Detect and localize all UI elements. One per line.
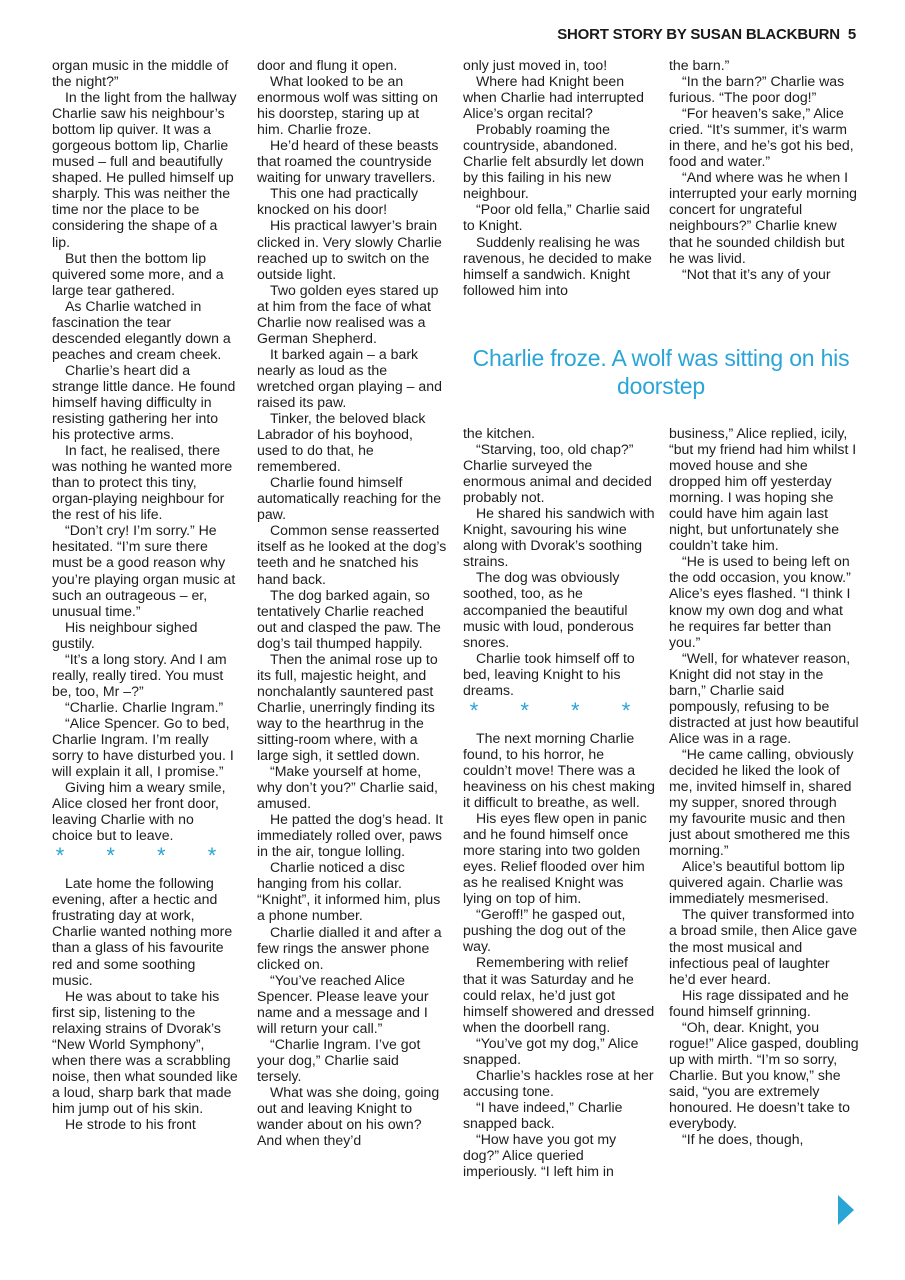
story-paragraph: The dog was obviously soothed, too, as he accompanied the beautiful music with loud, ponderous snores. — [463, 569, 634, 650]
story-paragraph: What looked to be an enormous wolf was sitting on his doorstep, staring up at him. Charlie froze. — [257, 73, 438, 138]
story-paragraph: But then the bottom lip quivered some more, and a large tear gathered. — [52, 249, 224, 298]
story-paragraph: business,” Alice replied, icily, “but my friend had him whilst I moved house and she dropped him off yesterday morning. I was hoping she could have him again last night, but unfortunately she couldn’t take him. — [669, 425, 857, 554]
story-paragraph: the barn.” — [669, 57, 730, 73]
story-paragraph: The quiver transformed into a broad smile, then Alice gave the most musical and infectious peal of laughter he’d ever heard. — [669, 906, 858, 987]
story-paragraph: Charlie noticed a disc hanging from his collar. “Knight”, it informed him, plus a phone number. — [257, 859, 441, 924]
story-paragraph: In the light from the hallway Charlie saw his neighbour’s bottom lip quiver. It was a gorgeous bottom lip, Charlie mused – full and beautifully shaped. He pulled himself up sharply. This was neither the time nor the place to be considering the shape of a lip. — [52, 89, 237, 250]
story-paragraph: Charlie’s heart did a strange little dance. He found himself having difficulty in resisting gathering her into his protective arms. — [52, 361, 236, 443]
story-paragraph: Suddenly realising he was ravenous, he decided to make himself a sandwich. Knight followed him into — [463, 233, 652, 298]
section-separator: * * * * — [55, 843, 235, 869]
story-paragraph: In fact, he realised, there was nothing he wanted more than to protect this tiny, organ-playing neighbour for the rest of his life. — [52, 442, 233, 523]
story-paragraph: He shared his sandwich with Knight, savouring his wine along with Dvorak’s soothing strains. — [463, 505, 655, 570]
story-paragraph: Then the animal rose up to its full, majestic height, and nonchalantly sauntered past Charlie, unerringly finding its way to the hearthrug in the sitting-room where, with a large sigh, it settled down. — [257, 650, 438, 764]
column-3-bottom — [463, 425, 655, 1227]
story-paragraph: “I have indeed,” Charlie snapped back. — [463, 1098, 623, 1131]
story-paragraph: “Well, for whatever reason, Knight did not stay in the barn,” Charlie said pompously, refusing to be distracted at just how beautiful Alice was in a rage. — [669, 649, 859, 746]
story-paragraph: “If he does, though, — [682, 1131, 804, 1148]
column-1 — [52, 57, 238, 1227]
story-paragraph: His eyes flew open in panic and he found himself once more staring into two golden eyes. Relief flooded over him as he realised Knight was lying on top of him. — [463, 810, 647, 907]
story-paragraph: What was she doing, going out and leaving Knight to wander about on his own? And when they’d — [257, 1084, 440, 1149]
story-byline: SHORT STORY BY SUSAN BLACKBURN — [557, 26, 840, 43]
story-paragraph: Probably roaming the countryside, abandoned. Charlie felt absurdly let down by this failing in his new neighbour. — [463, 121, 644, 202]
story-paragraph: Charlie’s hackles rose at her accusing tone. — [463, 1066, 654, 1099]
story-paragraph: Common sense reasserted itself as he looked at the dog’s teeth and he snatched his hand back. — [257, 522, 447, 587]
story-paragraph: He’d heard of these beasts that roamed the countryside waiting for unwary travellers. — [257, 137, 439, 186]
column-4-top — [669, 57, 859, 315]
column-3-top — [463, 57, 655, 315]
story-paragraph: Where had Knight been when Charlie had interrupted Alice’s organ recital? — [463, 73, 644, 122]
story-paragraph: “Not that it’s any of your — [682, 265, 831, 282]
story-paragraph: the kitchen. — [463, 425, 536, 441]
story-paragraph: organ music in the middle of the night?” — [52, 57, 229, 90]
story-paragraph: The dog barked again, so tentatively Charlie reached out and clasped the paw. The dog’s tail thumped happily. — [257, 586, 441, 651]
story-paragraph: “Geroff!” he gasped out, pushing the dog out of the way. — [463, 906, 626, 955]
story-paragraph: “In the barn?” Charlie was furious. “The poor dog!” — [669, 73, 845, 106]
story-paragraph: “And where was he when I interrupted your early morning concert for ungrateful neighbours?” Charlie knew that he sounded childish but he was livid. — [669, 169, 858, 266]
story-paragraph: He was about to take his first sip, listening to the relaxing strains of Dvorak’s “New World Symphony”, when there was a scrabbling noise, then what sounded like a loud, sharp bark that made him jump out of his skin. — [52, 987, 238, 1116]
story-paragraph: His practical lawyer’s brain clicked in. Very slowly Charlie reached up to switch on the outside light. — [257, 217, 442, 282]
section-separator: * * * * — [469, 697, 649, 723]
story-paragraph: “He came calling, obviously decided he liked the look of me, invited himself in, shared my supper, snored through my favourite music and then just about smothered me this morning.” — [669, 745, 854, 859]
story-paragraph: “How have you got my dog?” Alice queried imperiously. “I left him in — [463, 1130, 617, 1180]
story-paragraph: “You’ve reached Alice Spencer. Please leave your name and a message and I will return your call.” — [257, 971, 429, 1036]
story-paragraph: only just moved in, too! — [463, 57, 608, 73]
story-paragraph: He patted the dog’s head. It immediately rolled over, paws in the air, tongue lolling. — [257, 811, 443, 860]
story-paragraph: “You’ve got my dog,” Alice snapped. — [463, 1034, 639, 1067]
story-paragraph: Charlie dialled it and after a few rings the answer phone clicked on. — [257, 923, 442, 972]
story-paragraph: “Make yourself at home, why don’t you?” Charlie said, amused. — [257, 763, 438, 812]
next-page-arrow-icon — [838, 1195, 854, 1225]
story-paragraph: door and flung it open. — [257, 57, 398, 73]
story-paragraph: Charlie found himself automatically reaching for the paw. — [257, 474, 442, 523]
story-paragraph: The next morning Charlie found, to his horror, he couldn’t move! There was a heaviness on his chest making it difficult to breathe, as well. — [463, 729, 655, 810]
story-paragraph: Giving him a weary smile, Alice closed her front door, leaving Charlie with no choice but to leave. — [52, 779, 226, 844]
story-paragraph: Charlie took himself off to bed, leaving Knight to his dreams. — [463, 649, 635, 698]
story-paragraph: “Oh, dear. Knight, you rogue!” Alice gasped, doubling up with mirth. “I’m so sorry, Charlie. But you know,” she said, “you are extremely honoured. He doesn’t take to everybody. — [669, 1018, 859, 1132]
story-paragraph: “Charlie. Charlie Ingram.” — [65, 698, 224, 715]
story-paragraph: He strode to his front — [65, 1116, 196, 1132]
story-paragraph: “Don’t cry! I’m sorry.” He hesitated. “I’m sure there must be a good reason why you’re playing organ music at such an outrageous – er, unusual time.” — [52, 522, 236, 619]
story-paragraph: Late home the following evening, after a hectic and frustrating day at work, Charlie wanted nothing more than a glass of his favourite red and some soothing music. — [52, 875, 233, 988]
story-paragraph: “Starving, too, old chap?” Charlie surveyed the enormous animal and decided probably not. — [463, 441, 652, 506]
story-paragraph: As Charlie watched in fascination the tear descended elegantly down a peaches and cream cheek. — [52, 297, 231, 362]
story-paragraph: His neighbour sighed gustily. — [52, 618, 198, 651]
story-paragraph: “Alice Spencer. Go to bed, Charlie Ingram. I’m really sorry to have disturbed you. I will explain it all, I promise.” — [52, 714, 234, 780]
pull-quote: Charlie froze. A wolf was sitting on his doorstep — [472, 345, 850, 399]
story-paragraph: “For heaven’s sake,” Alice cried. “It’s summer, it’s warm in there, and he’s got his bed, food and water.” — [669, 105, 854, 170]
page-header — [0, 26, 856, 43]
story-paragraph: Tinker, the beloved black Labrador of his boyhood, used to do that, he remembered. — [257, 410, 426, 475]
page-number: 5 — [847, 26, 856, 43]
story-paragraph: Alice’s beautiful bottom lip quivered again. Charlie was immediately mesmerised. — [669, 858, 845, 907]
story-paragraph: “Poor old fella,” Charlie said to Knight. — [463, 201, 650, 234]
story-paragraph: It barked again – a bark nearly as loud as the wretched organ playing – and raised its paw. — [257, 345, 442, 410]
column-4-bottom — [669, 425, 859, 1227]
story-paragraph: His rage dissipated and he found himself grinning. — [669, 986, 849, 1019]
story-paragraph: “Charlie Ingram. I’ve got your dog,” Charlie said tersely. — [257, 1035, 421, 1084]
story-paragraph: Remembering with relief that it was Saturday and he could relax, he’d just got himself showered and dressed when the doorbell rang. — [463, 954, 655, 1035]
story-paragraph: This one had practically knocked on his door! — [257, 185, 419, 218]
story-paragraph: Two golden eyes stared up at him from the face of what Charlie now realised was a German Shepherd. — [257, 281, 439, 346]
column-2 — [257, 57, 447, 1227]
story-paragraph: “He is used to being left on the odd occasion, you know.” Alice’s eyes flashed. “I think I know my own dog and what he requires far better than you.” — [669, 553, 851, 650]
story-paragraph: “It’s a long story. And I am really, really tired. You must be, too, Mr –?” — [52, 650, 227, 699]
